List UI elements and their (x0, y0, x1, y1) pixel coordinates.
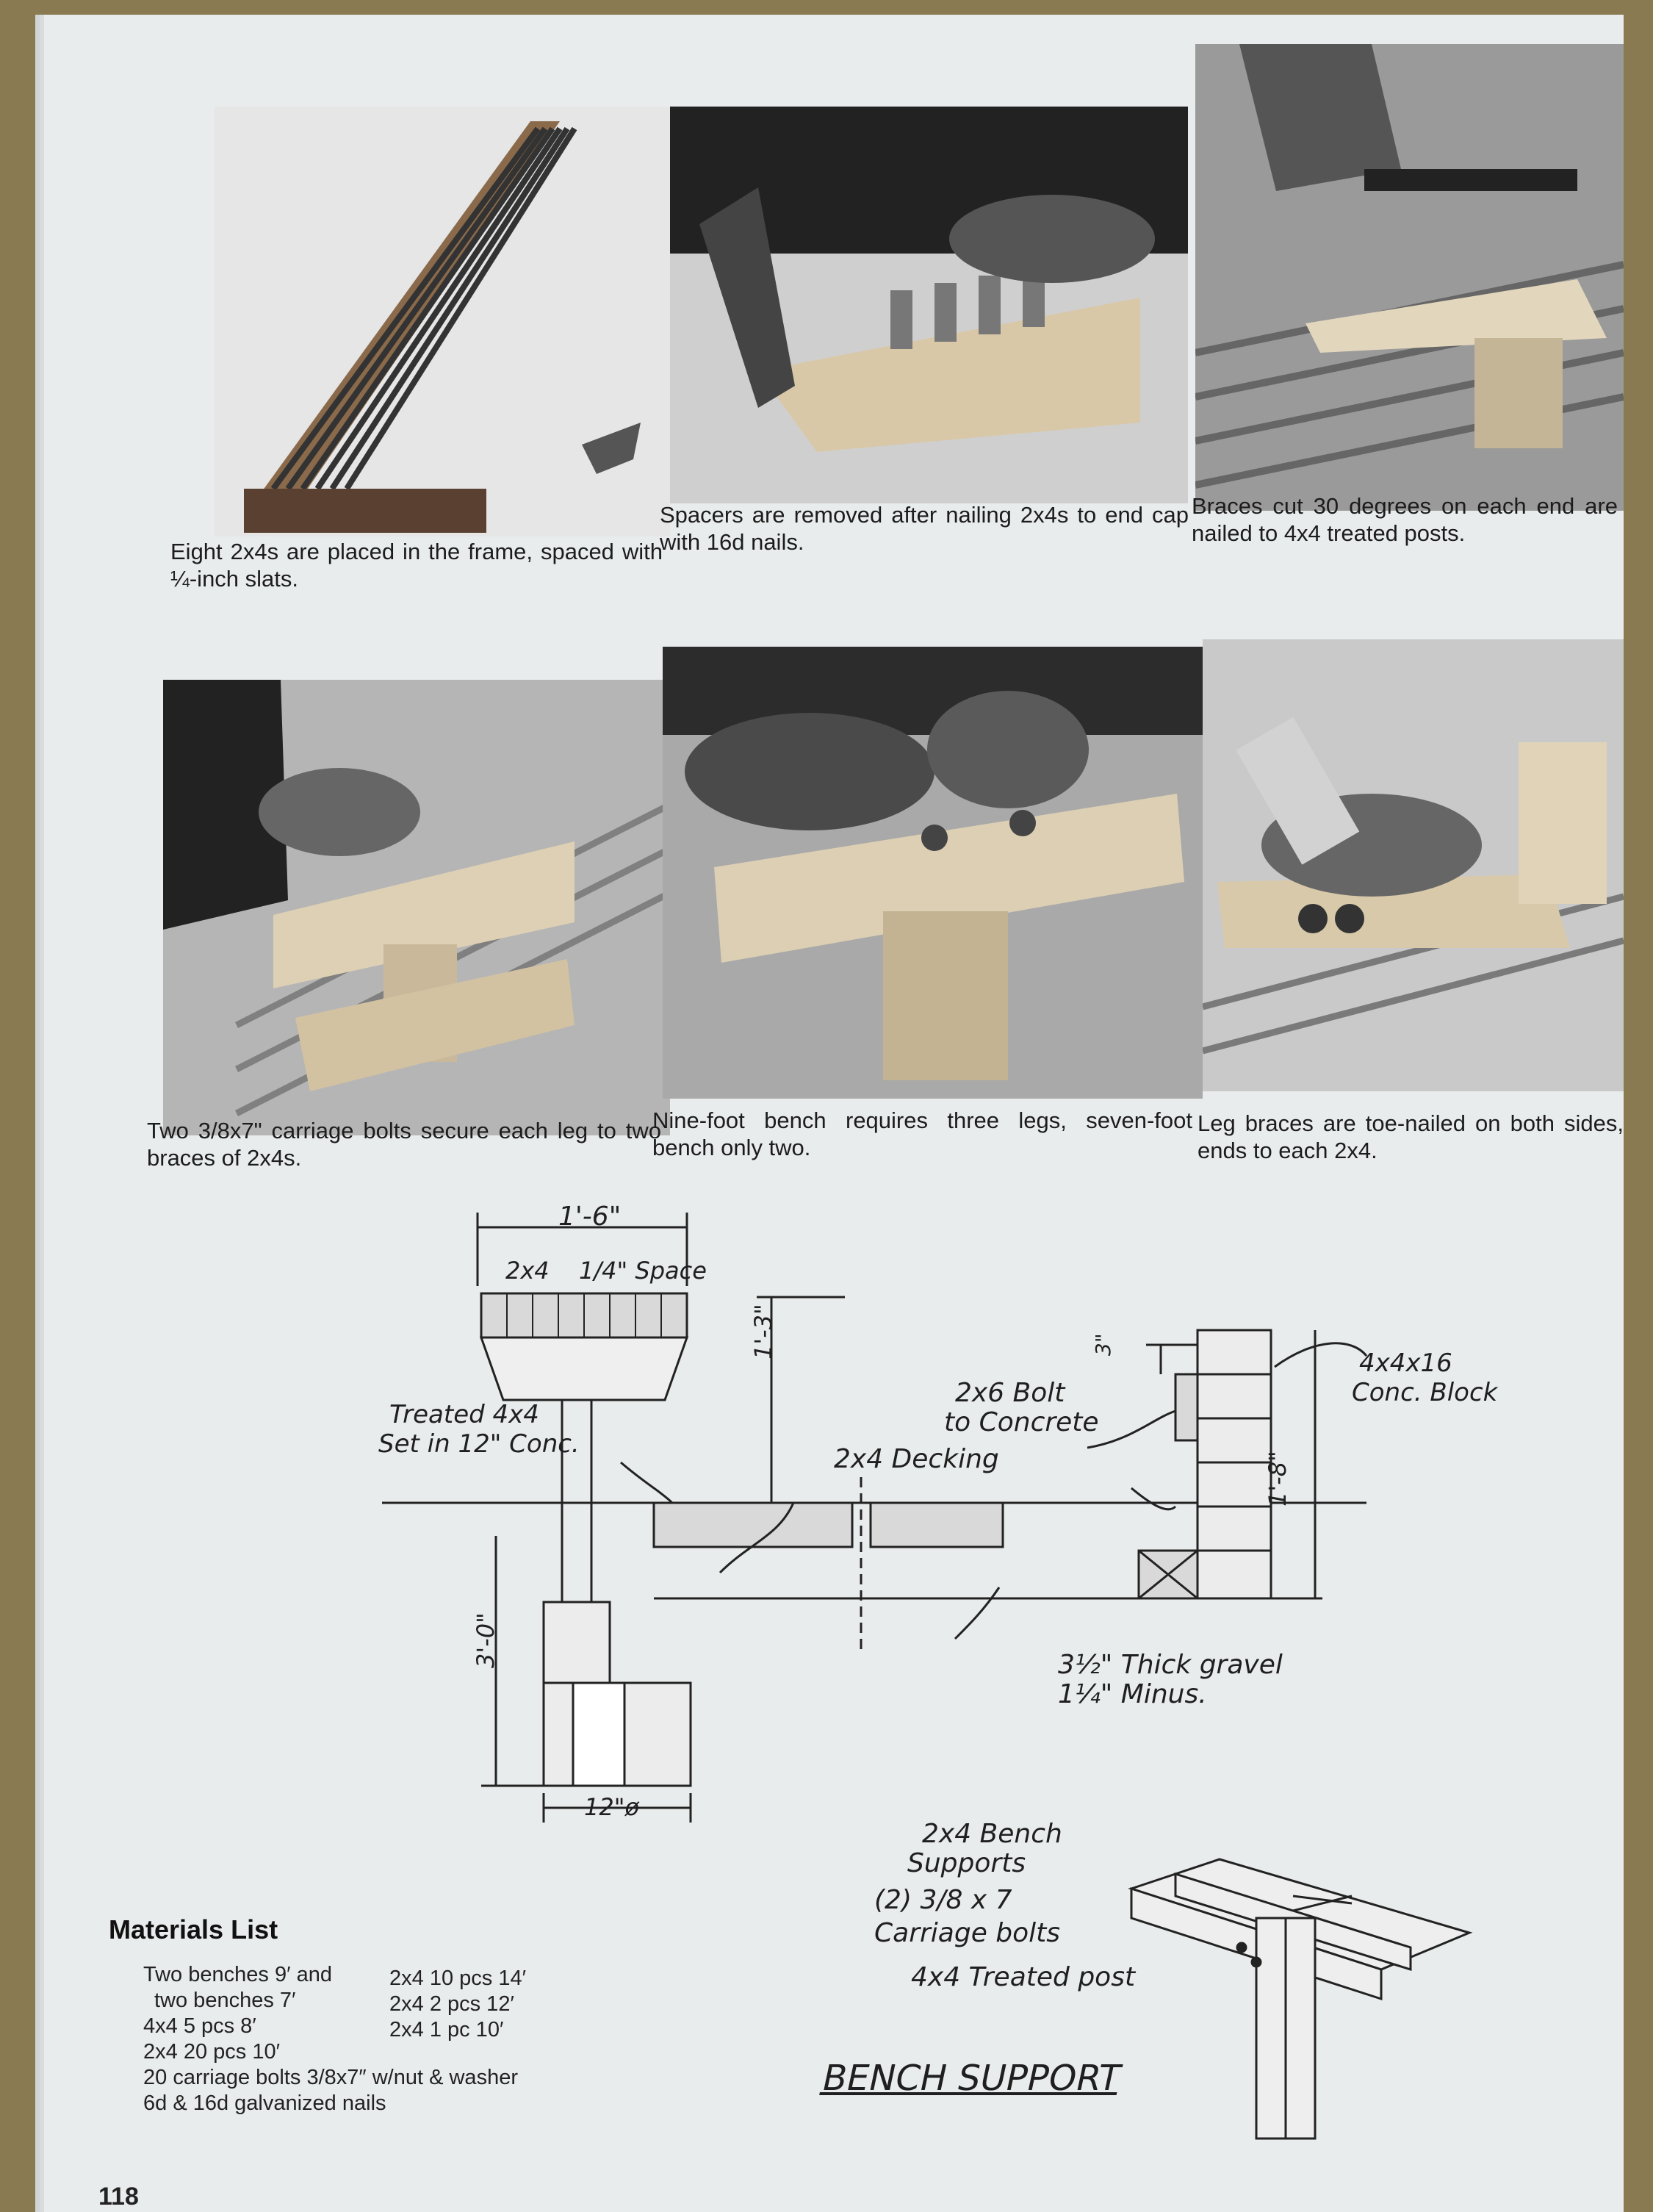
materials-right-line: 2x4 10 pcs 14′ (389, 1967, 527, 1990)
block-label-2: Conc. Block (1352, 1378, 1498, 1407)
post-label: 4x4 Treated post (911, 1962, 1136, 1992)
photo-bolts-illustration (163, 680, 670, 1135)
photo-removing-spacers (670, 107, 1188, 503)
dim-3: 3" (1091, 1333, 1115, 1356)
dim-1-3: 1'-3" (749, 1304, 777, 1360)
materials-left-line: Two benches 9′ and (143, 1963, 332, 1986)
book-page (44, 15, 1624, 2212)
photo-bench-legs (663, 647, 1203, 1099)
bolt-label-1: 2x6 Bolt (955, 1378, 1065, 1408)
photo-braces-illustration (1195, 44, 1624, 511)
caption-3: Braces cut 30 degrees on each end are nailed to 4x4 treated posts. (1192, 493, 1618, 546)
materials-left-line: 2x4 20 pcs 10′ (143, 2040, 281, 2064)
bolts-label-1: (2) 3/8 x 7 (874, 1885, 1012, 1915)
caption-2: Spacers are removed after nailing 2x4s to end cap with 16d nails. (660, 502, 1189, 555)
block-label-1: 4x4x16 (1359, 1349, 1452, 1378)
bench-support-title: BENCH SUPPORT (818, 2058, 1125, 2099)
decking-label: 2x4 Decking (834, 1444, 999, 1474)
treated-post-label-2: Set in 12" Conc. (378, 1429, 580, 1459)
photo-slats-in-frame (215, 107, 670, 536)
dim-1-8: 1'-8" (1264, 1451, 1292, 1507)
label-space: 1/4" Space (579, 1257, 707, 1285)
materials-left-line: 4x4 5 pcs 8′ (143, 2014, 256, 2038)
treated-post-label-1: Treated 4x4 (389, 1400, 539, 1429)
gravel-label-1: 3½" Thick gravel (1058, 1650, 1283, 1680)
bolt-label-2: to Concrete (944, 1407, 1099, 1437)
supports-label-1: 2x4 Bench (922, 1819, 1062, 1849)
caption-5: Nine-foot bench requires three legs, seven-foot bench only two. (652, 1107, 1192, 1160)
caption-6: Leg braces are toe-nailed on both sides, ends to each 2x4. (1198, 1110, 1624, 1163)
page-number: 118 (98, 2183, 139, 2211)
dim-width: 1'-6" (558, 1202, 622, 1232)
caption-1: Eight 2x4s are placed in the frame, spaced with ¼-inch slats. (170, 539, 663, 592)
caption-4: Two 3/8x7" carriage bolts secure each leg to two braces of 2x4s. (147, 1118, 661, 1171)
materials-right-line: 2x4 2 pcs 12′ (389, 1992, 514, 2016)
materials-right-line: 2x4 1 pc 10′ (389, 2018, 504, 2042)
supports-label-2: Supports (907, 1848, 1026, 1878)
dim-12: 12"ø (584, 1793, 640, 1821)
photo-carriage-bolts (163, 680, 670, 1135)
dim-3-0: 3'-0" (472, 1612, 500, 1668)
photo-spacers-illustration (670, 107, 1188, 503)
photo-legs-illustration (663, 647, 1203, 1099)
photo-toe-nailing (1203, 639, 1624, 1091)
materials-left-line: 20 carriage bolts 3/8x7″ w/nut & washer (143, 2066, 518, 2089)
photo-toenail-illustration (1203, 639, 1624, 1091)
materials-left-line: 6d & 16d galvanized nails (143, 2091, 386, 2115)
materials-left-line: two benches 7′ (154, 1989, 296, 2012)
materials-list-title: Materials List (109, 1914, 278, 1945)
photo-nailing-braces (1195, 44, 1624, 511)
label-2x4-top: 2x4 (505, 1257, 550, 1285)
bolts-label-2: Carriage bolts (874, 1918, 1061, 1948)
gravel-label-2: 1¼" Minus. (1058, 1679, 1207, 1709)
photo-slats-illustration (215, 107, 670, 536)
